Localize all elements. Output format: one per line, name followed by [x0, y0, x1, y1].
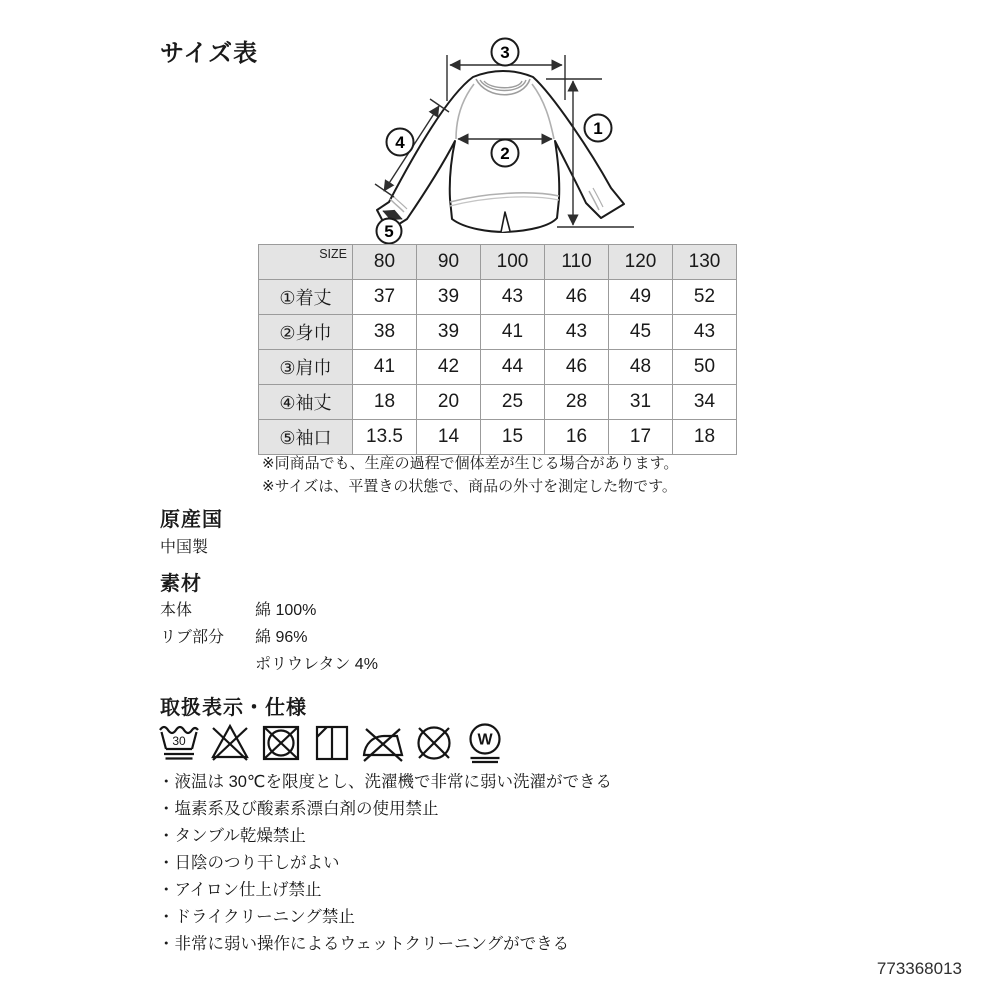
- table-row: [259, 350, 737, 385]
- line-dry-in-shade-icon: [310, 720, 354, 766]
- cell: 49: [609, 280, 673, 315]
- page-title: サイズ表: [160, 40, 259, 67]
- material-row: [160, 624, 378, 651]
- do-not-dry-clean-icon: [412, 720, 456, 766]
- cell: 37: [353, 280, 417, 315]
- wet-clean-letter: W: [477, 731, 493, 749]
- cell: 41: [353, 350, 417, 385]
- note-line: ※同商品でも、生産の過程で個体差が生じる場合があります。: [262, 455, 679, 472]
- cell: 39: [417, 280, 481, 315]
- care-instruction-line: ・ドライクリーニング禁止: [158, 908, 355, 926]
- care-instruction-line: ・アイロン仕上げ禁止: [158, 881, 322, 899]
- cell: 42: [417, 350, 481, 385]
- care-heading: 取扱表示・仕様: [160, 697, 307, 719]
- cell: 39: [417, 315, 481, 350]
- cell: 46: [545, 350, 609, 385]
- cell: 25: [481, 385, 545, 420]
- care-instruction-line: ・日陰のつり干しがよい: [158, 854, 340, 872]
- table-row: [259, 280, 737, 315]
- cell: 17: [609, 420, 673, 455]
- size-corner-label: SIZE: [319, 247, 347, 261]
- materials-list: [160, 597, 378, 678]
- marker-2-label: 2: [500, 144, 510, 163]
- cell: 20: [417, 385, 481, 420]
- size-notes: [262, 452, 678, 498]
- cell: 45: [609, 315, 673, 350]
- wash-temp-label: 30: [172, 734, 186, 748]
- row-label: ①着丈: [259, 280, 353, 315]
- cell: 15: [481, 420, 545, 455]
- row-label: ⑤袖口: [259, 420, 353, 455]
- product-code: 773368013: [876, 959, 962, 978]
- cell: 38: [353, 315, 417, 350]
- size-table-header-row: [259, 245, 737, 280]
- care-symbols: [157, 720, 507, 766]
- size-col-header: 110: [545, 245, 609, 280]
- cell: 43: [481, 280, 545, 315]
- cell: 16: [545, 420, 609, 455]
- material-part: 本体: [160, 602, 193, 619]
- cell: 48: [609, 350, 673, 385]
- material-part: [160, 651, 255, 678]
- marker-3-label: 3: [500, 43, 510, 62]
- material-composition: 綿 96%: [255, 629, 308, 646]
- marker-5-label: 5: [384, 222, 394, 241]
- garment-diagram: [356, 28, 660, 252]
- cell: 41: [481, 315, 545, 350]
- table-row: [259, 420, 737, 455]
- material-part: リブ部分: [160, 629, 225, 646]
- size-col-header: 100: [481, 245, 545, 280]
- origin-heading: 原産国: [160, 509, 223, 531]
- cell: 13.5: [353, 420, 417, 455]
- origin-value: 中国製: [160, 539, 209, 556]
- material-composition: 綿 100%: [255, 602, 317, 619]
- marker-4-label: 4: [395, 133, 405, 152]
- cell: 31: [609, 385, 673, 420]
- cell: 28: [545, 385, 609, 420]
- cell: 46: [545, 280, 609, 315]
- size-col-header: 90: [417, 245, 481, 280]
- wash-30-very-gentle-icon: [157, 720, 201, 766]
- material-row: [160, 651, 378, 678]
- row-label: ②身巾: [259, 315, 353, 350]
- care-instruction-line: ・液温は 30℃を限度とし、洗濯機で非常に弱い洗濯ができる: [158, 773, 612, 791]
- size-col-header: 80: [353, 245, 417, 280]
- wet-clean-very-gentle-icon: [463, 720, 507, 766]
- care-instructions: [158, 769, 612, 958]
- cell: 18: [353, 385, 417, 420]
- cell: 44: [481, 350, 545, 385]
- cell: 14: [417, 420, 481, 455]
- table-row: [259, 385, 737, 420]
- size-corner-cell: [259, 245, 353, 280]
- size-col-header: 120: [609, 245, 673, 280]
- row-label: ④袖丈: [259, 385, 353, 420]
- cell: 34: [673, 385, 737, 420]
- materials-heading: 素材: [160, 573, 202, 595]
- do-not-iron-icon: [361, 720, 405, 766]
- size-table: [258, 244, 737, 455]
- marker-1-label: 1: [593, 119, 603, 138]
- care-instruction-line: ・塩素系及び酸素系漂白剤の使用禁止: [158, 800, 439, 818]
- cell: 18: [673, 420, 737, 455]
- table-row: [259, 315, 737, 350]
- row-label: ③肩巾: [259, 350, 353, 385]
- do-not-bleach-icon: [208, 720, 252, 766]
- care-instruction-line: ・非常に弱い操作によるウェットクリーニングができる: [158, 935, 570, 953]
- cell: 43: [673, 315, 737, 350]
- do-not-tumble-dry-icon: [259, 720, 303, 766]
- note-line: ※サイズは、平置きの状態で、商品の外寸を測定した物です。: [262, 478, 677, 495]
- material-composition: ポリウレタン 4%: [255, 656, 378, 673]
- size-col-header: 130: [673, 245, 737, 280]
- cell: 52: [673, 280, 737, 315]
- cell: 43: [545, 315, 609, 350]
- material-row: [160, 597, 378, 624]
- care-instruction-line: ・タンブル乾燥禁止: [158, 827, 306, 845]
- cell: 50: [673, 350, 737, 385]
